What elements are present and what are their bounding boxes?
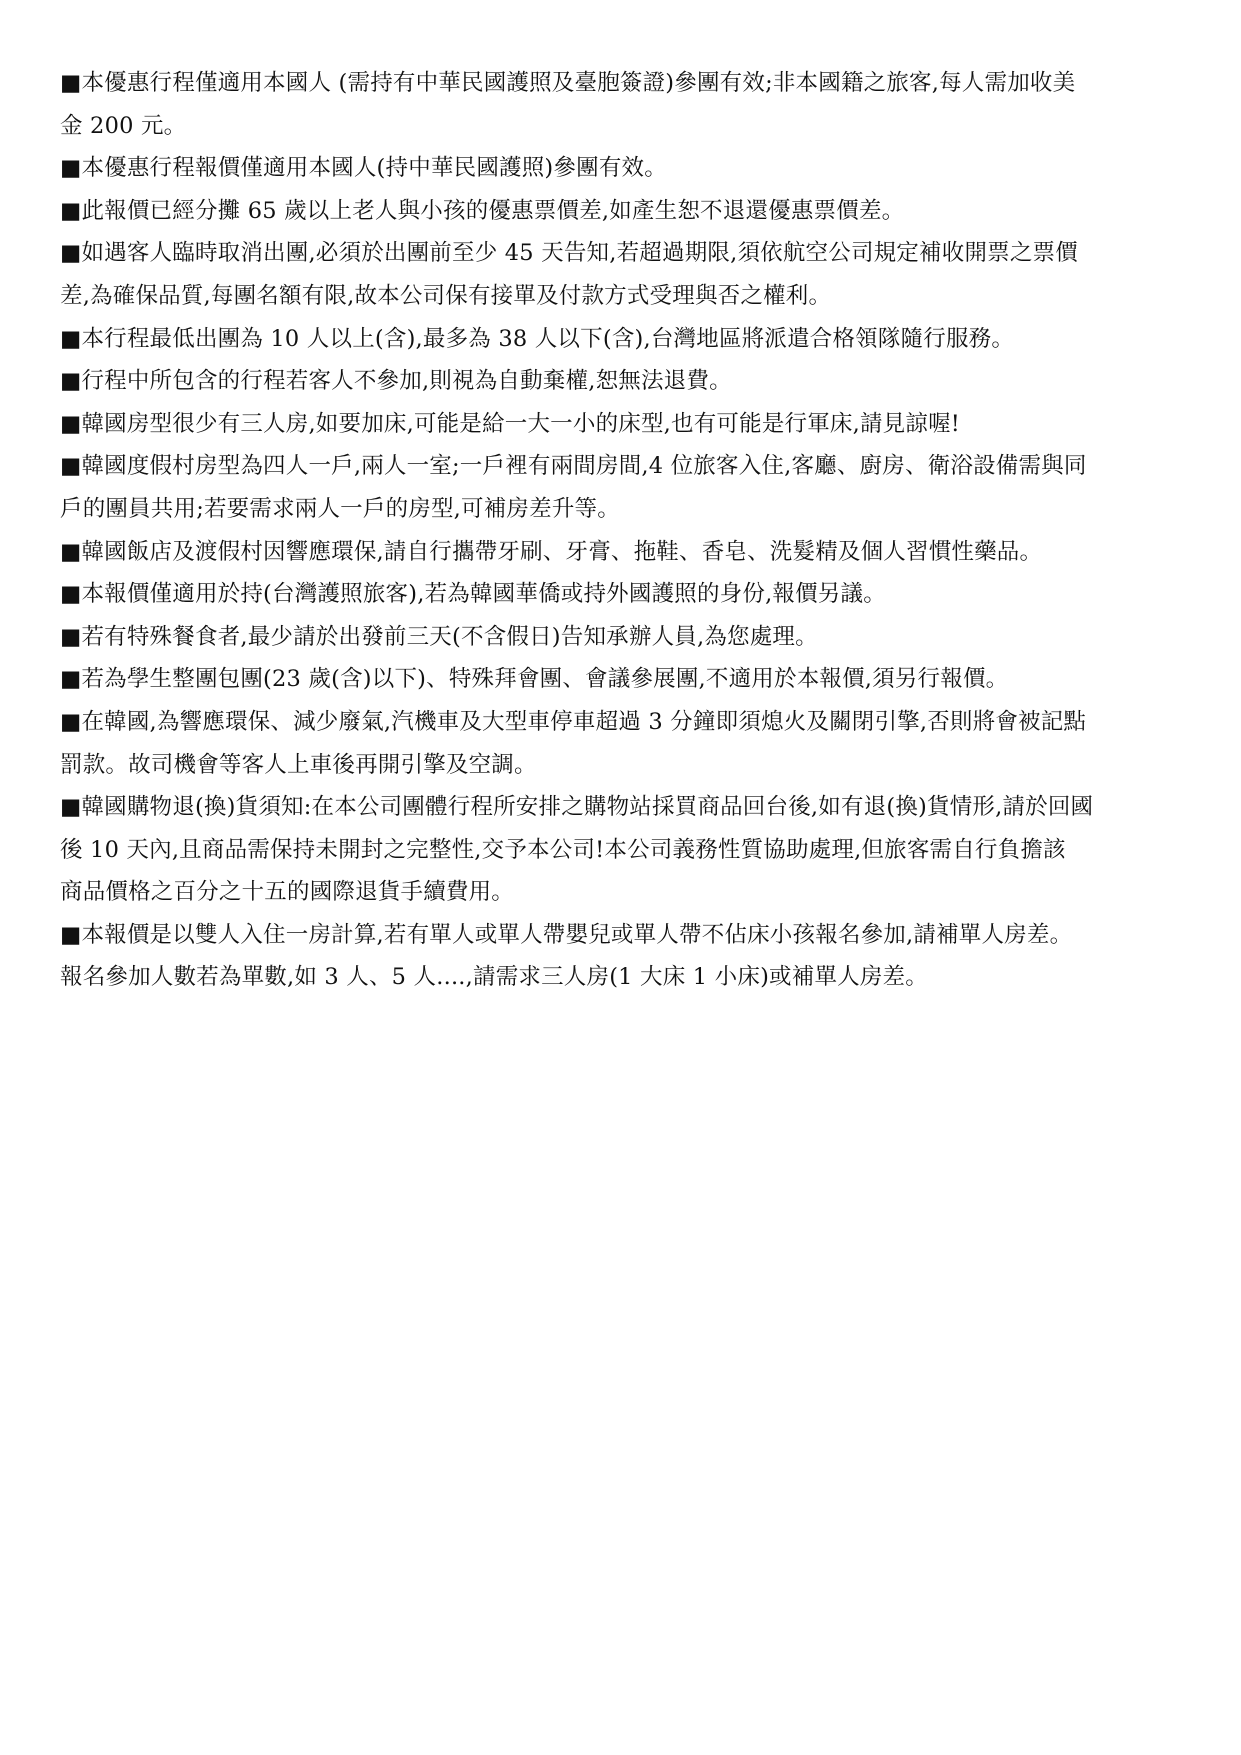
note-line: 報名參加人數若為單數,如 3 人、5 人....,請需求三人房(1 大床 1 小床)或補單人房差。 (60, 964, 928, 991)
note-line: ■本優惠行程僅適用本國人 (需持有中華民國護照及臺胞簽證)參團有效;非本國籍之旅客,每人需加收美 (60, 70, 1076, 96)
note-line: 後 10 天內,且商品需保持未開封之完整性,交予本公司!本公司義務性質協助處理,但旅客需自行負擔該 (60, 836, 1066, 863)
note-line: 金 200 元。 (60, 112, 187, 139)
note-line: ■此報價已經分攤 65 歲以上老人與小孩的優惠票價差,如產生恕不退還優惠票價差。 (60, 197, 905, 224)
note-line: ■韓國度假村房型為四人一戶,兩人一室;一戶裡有兩間房間,4 位旅客入住,客廳、廚房、衛浴設備需與同 (60, 453, 1087, 480)
note-line: ■韓國購物退(換)貨須知:在本公司團體行程所安排之購物站採買商品回台後,如有退(換)貨情形,請於回國 (60, 794, 1094, 821)
note-line: 罰款。故司機會等客人上車後再開引擎及空調。 (60, 751, 537, 778)
note-line: ■如遇客人臨時取消出團,必須於出團前至少 45 天告知,若超過期限,須依航空公司規定補收開票之票價 (60, 240, 1078, 267)
note-line: ■本報價僅適用於持(台灣護照旅客),若為韓國華僑或持外國護照的身份,報價另議。 (60, 581, 886, 608)
note-line: ■若為學生整團包團(23 歲(含)以下)、特殊拜會團、會議參展團,不適用於本報價,須另行報價。 (60, 666, 1009, 693)
note-line: ■韓國房型很少有三人房,如要加床,可能是給一大一小的床型,也有可能是行軍床,請見諒喔! (60, 410, 961, 437)
note-line: ■若有特殊餐食者,最少請於出發前三天(不含假日)告知承辦人員,為您處理。 (60, 623, 818, 650)
note-line: ■韓國飯店及渡假村因響應環保,請自行攜帶牙刷、牙膏、拖鞋、香皂、洗髮精及個人習慣性藥品。 (60, 538, 1043, 565)
note-line: 戶的團員共用;若要需求兩人一戶的房型,可補房差升等。 (60, 495, 620, 522)
note-line: ■在韓國,為響應環保、減少廢氣,汽機車及大型車停車超過 3 分鐘即須熄火及關閉引擎,否則將會被記點 (60, 708, 1087, 735)
note-line: ■行程中所包含的行程若客人不參加,則視為自動棄權,恕無法退費。 (60, 368, 732, 395)
note-line: 差,為確保品質,每團名額有限,故本公司保有接單及付款方式受理與否之權利。 (60, 282, 832, 309)
note-line: ■本優惠行程報價僅適用本國人(持中華民國護照)參團有效。 (60, 155, 667, 182)
note-line: ■本報價是以雙人入住一房計算,若有單人或單人帶嬰兒或單人帶不佔床小孩報名參加,請補單人房差。 (60, 921, 1073, 948)
note-line: ■本行程最低出團為 10 人以上(含),最多為 38 人以下(含),台灣地區將派遣合格領隊隨行服務。 (60, 325, 1015, 352)
travel-terms-notes (60, 62, 1186, 999)
note-line: 商品價格之百分之十五的國際退貨手續費用。 (60, 879, 515, 906)
